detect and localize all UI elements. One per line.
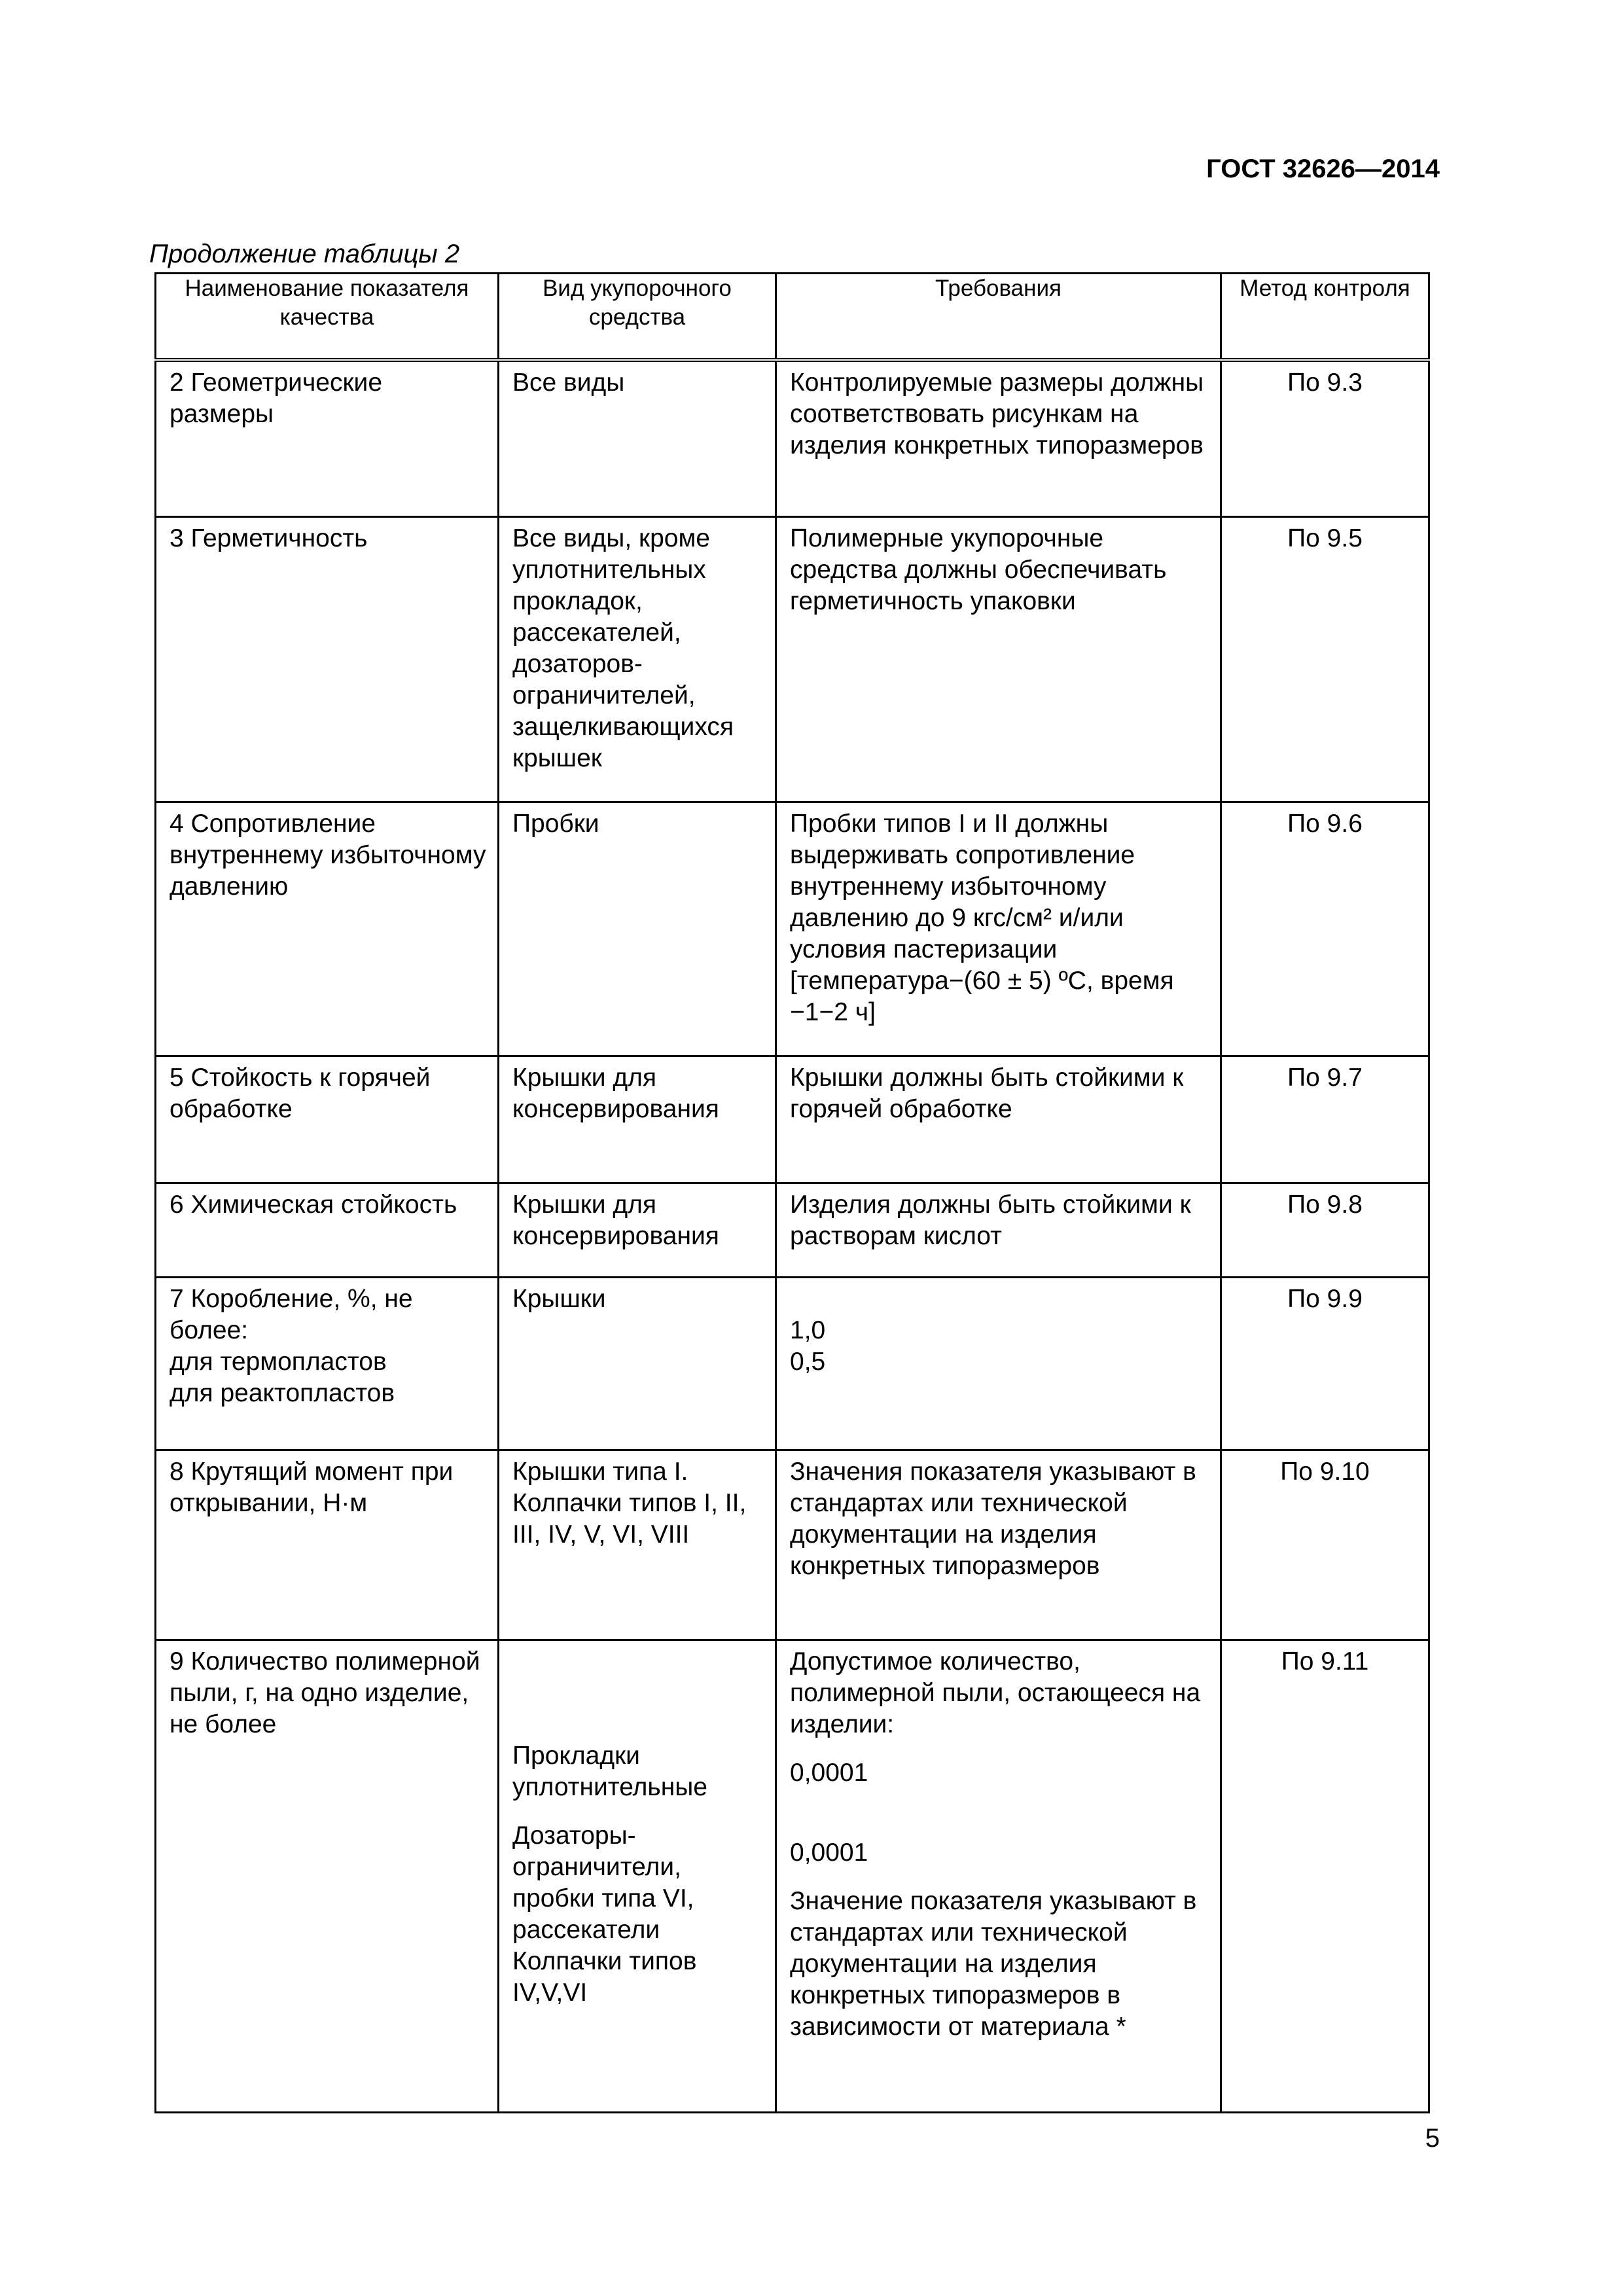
control-method: По 9.5 [1221, 517, 1429, 802]
table-row [156, 1056, 1429, 1183]
table-row [156, 1278, 1429, 1450]
closure-type: Все виды, кроме уплотнительных прокладок, рассекателей, дозаторов-ограничителей, защелкивающихся крышек [499, 517, 776, 802]
standard-number: ГОСТ 32626—2014 [1206, 154, 1440, 183]
closure-type [499, 1640, 776, 2113]
indicator-name: 2 Геометрические размеры [156, 360, 499, 517]
table-row [156, 1640, 1429, 2113]
indicator-name: 9 Количество полимерной пыли, г, на одно изделие, не более [156, 1640, 499, 2113]
page-number: 5 [1425, 2124, 1440, 2153]
column-header-requirements: Требования [776, 274, 1221, 360]
requirement: Контролируемые размеры должны соответствовать рисункам на изделия конкретных типоразмеров [776, 360, 1221, 517]
closure-type-caps: Колпачки типов IV,V,VI [512, 1947, 704, 2007]
column-header-type: Вид укупорочного средства [499, 274, 776, 360]
control-method: По 9.11 [1221, 1640, 1429, 2113]
requirement: Значения показателя указывают в стандартах или технической документации на изделия конкретных типоразмеров [776, 1450, 1221, 1640]
table-row [156, 517, 1429, 802]
closure-type: Пробки [499, 802, 776, 1056]
table-row [156, 1450, 1429, 1640]
table-row [156, 360, 1429, 517]
control-method: По 9.8 [1221, 1183, 1429, 1278]
control-method: По 9.9 [1221, 1278, 1429, 1450]
table-row [156, 1183, 1429, 1278]
table-header-row [156, 274, 1429, 360]
column-header-method: Метод контроля [1221, 274, 1429, 360]
closure-type-gaskets: Прокладки уплотнительные [512, 1742, 707, 1801]
closure-type: Крышки типа I. Колпачки типов I, II, III, IV, V, VI, VIII [499, 1450, 776, 1640]
indicator-name: 4 Сопротивление внутреннему избыточному давлению [156, 802, 499, 1056]
requirement-value-thermoplastics: 1,0 [790, 1316, 826, 1344]
column-header-name: Наименование показателя качества [156, 274, 499, 360]
requirements-table [154, 272, 1430, 2113]
indicator-name: 8 Крутящий момент при открывании, Н·м [156, 1450, 499, 1640]
requirement: Полимерные укупорочные средства должны обеспечивать герметичность упаковки [776, 517, 1221, 802]
indicator-name-main: 7 Коробление, %, не более: [169, 1285, 420, 1344]
indicator-name-thermosets: для реактопластов [169, 1379, 395, 1407]
requirement: Изделия должны быть стойкими к растворам кислот [776, 1183, 1221, 1278]
requirement-value-gaskets: 0,0001 [790, 1759, 868, 1787]
requirement-value-dispensers: 0,0001 [790, 1839, 868, 1867]
requirement [776, 1640, 1221, 2113]
indicator-name: 3 Герметичность [156, 517, 499, 802]
table-caption: Продолжение таблицы 2 [149, 240, 460, 268]
control-method: По 9.7 [1221, 1056, 1429, 1183]
closure-type: Крышки для консервирования [499, 1183, 776, 1278]
requirement-note: Значение показателя указывают в стандартах или технической документации на изделия конкретных типоразмеров в зависимости от материала * [790, 1887, 1204, 2041]
indicator-name: 6 Химическая стойкость [156, 1183, 499, 1278]
indicator-name-thermoplastics: для термопластов [169, 1348, 387, 1376]
closure-type: Крышки [499, 1278, 776, 1450]
requirement: Крышки должны быть стойкими к горячей обработке [776, 1056, 1221, 1183]
requirement-value-thermosets: 0,5 [790, 1348, 826, 1376]
control-method: По 9.6 [1221, 802, 1429, 1056]
control-method: По 9.10 [1221, 1450, 1429, 1640]
requirement [776, 1278, 1221, 1450]
closure-type: Все виды [499, 360, 776, 517]
control-method: По 9.3 [1221, 360, 1429, 517]
closure-type: Крышки для консервирования [499, 1056, 776, 1183]
closure-type-dispensers: Дозаторы-ограничители, пробки типа VI, рассекатели [512, 1821, 702, 1944]
requirement-intro: Допустимое количество, полимерной пыли, остающееся на изделии: [790, 1647, 1208, 1738]
requirement: Пробки типов I и II должны выдерживать сопротивление внутреннему избыточному давлению до 9 кгс/см² и/или условия пастеризации [температура−(60 ± 5) ºС, время −1−2 ч] [776, 802, 1221, 1056]
indicator-name: 5 Стойкость к горячей обработке [156, 1056, 499, 1183]
table-row [156, 802, 1429, 1056]
indicator-name [156, 1278, 499, 1450]
